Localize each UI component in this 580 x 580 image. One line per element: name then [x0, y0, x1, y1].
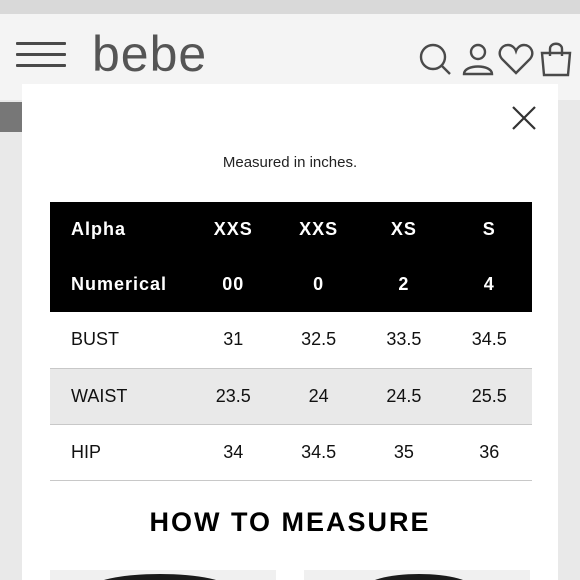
measurement-note: Measured in inches. [222, 154, 358, 171]
table-cell: 34 [191, 424, 276, 480]
table-cell: 24 [276, 368, 361, 424]
header-cell: 4 [483, 274, 495, 294]
table-row [50, 312, 532, 368]
size-chart-table [50, 202, 532, 481]
header-cell: XXS [299, 219, 339, 239]
header-cell: 00 [222, 274, 245, 294]
row-label: HIP [50, 424, 191, 480]
measure-image-right [304, 570, 530, 580]
table-cell: 34.5 [447, 312, 532, 368]
row-label: BUST [50, 312, 191, 368]
header-cell: XS [390, 219, 417, 239]
table-cell: 25.5 [447, 368, 532, 424]
header-cell: Alpha [71, 219, 127, 239]
table-row [50, 368, 532, 424]
table-cell: 23.5 [191, 368, 276, 424]
table-cell: 24.5 [361, 368, 446, 424]
table-cell: 32.5 [276, 312, 361, 368]
table-cell: 31 [191, 312, 276, 368]
shopping-bag-icon[interactable] [537, 40, 575, 78]
table-cell: 35 [361, 424, 446, 480]
row-label: WAIST [50, 368, 191, 424]
search-icon[interactable] [416, 40, 454, 78]
account-icon[interactable] [459, 40, 497, 78]
menu-icon[interactable] [16, 42, 66, 68]
wishlist-icon[interactable] [497, 40, 535, 78]
table-header-row [50, 202, 532, 257]
table-cell: 33.5 [361, 312, 446, 368]
measure-image-left [50, 570, 276, 580]
header-cell: Numerical [71, 274, 168, 294]
header-cell: 0 [313, 274, 325, 294]
size-chart-modal [22, 84, 558, 580]
header-cell: XXS [213, 219, 253, 239]
close-icon[interactable] [510, 104, 538, 132]
bebe-logo[interactable]: bebe [92, 26, 208, 82]
page-edge-tab [0, 102, 22, 132]
table-cell: 36 [447, 424, 532, 480]
header-cell: 2 [398, 274, 410, 294]
table-row [50, 424, 532, 480]
table-cell: 34.5 [276, 424, 361, 480]
how-to-measure-heading: HOW TO MEASURE [149, 507, 431, 537]
header-cell: S [482, 219, 496, 239]
table-header-row [50, 257, 532, 312]
